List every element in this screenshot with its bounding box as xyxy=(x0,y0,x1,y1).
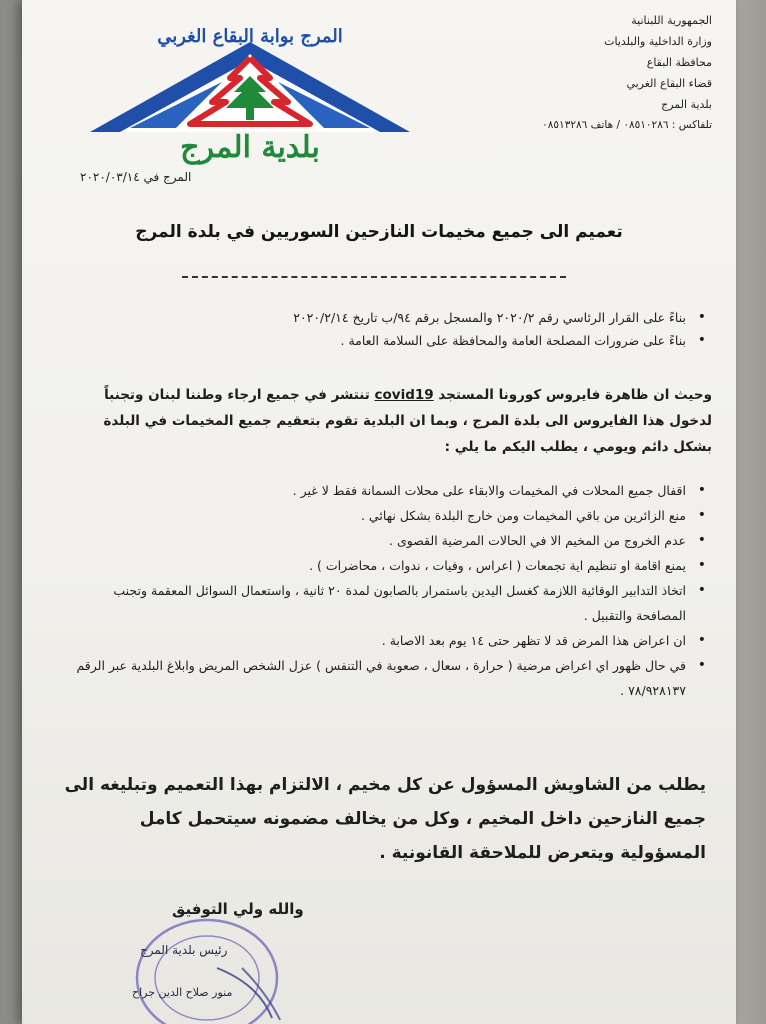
letterhead-line: الجمهورية اللبنانية xyxy=(631,14,712,27)
list-item: • عدم الخروج من المخيم الا في الحالات المرضية القصوى . xyxy=(62,528,712,553)
letterhead-line: بلدية المرج xyxy=(661,98,712,111)
document-title: تعميم الى جميع مخيمات النازحين السوريين في بلدة المرج xyxy=(135,222,623,242)
list-item: • في حال ظهور اي اعراض مرضية ( حرارة ، سعال ، صعوبة في التنفس ) عزل الشخص المريض وابلاغ البلدية عبر الرقم ٧٨/٩٢٨١٣٧ . xyxy=(62,653,712,703)
basis-list xyxy=(62,306,712,352)
virus-name: covid19 xyxy=(374,387,434,403)
logo-municipality-name: بلدية المرج xyxy=(180,130,320,165)
list-item: • يمنع اقامة او تنظيم اية تجمعات ( اعراس ، وفيات ، ندوات ، محاضرات ) . xyxy=(62,553,712,578)
letterhead-line: وزارة الداخلية والبلديات xyxy=(604,35,712,48)
contact-numbers: تلفاكس : ٠٨٥١٠٢٨٦ / هاتف ٠٨٥١٣٢٨٦ xyxy=(542,119,712,131)
signoff: والله ولي التوفيق xyxy=(172,900,304,918)
signatory-name: منور صلاح الدين جراح xyxy=(132,986,233,999)
intro-text: وحيث ان ظاهرة فايروس كورونا المستجد xyxy=(438,387,712,403)
intro-text: تنتشر في جميع ارجاء وطننا لبنان وتجنباً لدخول هذا الفايروس الى بلدة المرج ، وبما ان البلدية تقوم بتعقيم جميع المخيمات في البلدة بشكل دائم ويومي ، يطلب اليكم ما يلي : xyxy=(103,387,712,455)
list-item: • بناءً على ضرورات المصلحة العامة والمحافظة على السلامة العامة . xyxy=(62,329,712,352)
document-date: المرج في ٢٠٢٠/٠٣/١٤ xyxy=(80,170,192,184)
logo-slogan: المرج بوابة البقاع الغربي xyxy=(157,26,343,47)
list-item: • ان اعراض هذا المرض قد لا تظهر حتى ١٤ يوم بعد الاصابة . xyxy=(62,628,712,653)
letterhead-text xyxy=(452,10,712,136)
intro-paragraph xyxy=(62,382,712,460)
list-item: • بناءً على القرار الرئاسي رقم ٢٠٢٠/٢ والمسجل برقم ٩٤/ب تاريخ ٢٠٢٠/٢/١٤ xyxy=(62,306,712,329)
list-item: • اقفال جميع المحلات في المخيمات والابقاء على محلات السمانة فقط لا غير . xyxy=(62,478,712,503)
closing-paragraph: يطلب من الشاويش المسؤول عن كل مخيم ، الالتزام بهذا التعميم وتبليغه الى جميع النازحين داخل المخيم ، وكل من يخالف مضمونه سيتحمل كامل المسؤولية ويتعرض للملاحقة القانونية . xyxy=(64,775,706,863)
letterhead-line: قضاء البقاع الغربي xyxy=(626,77,712,90)
document-page xyxy=(22,0,736,1024)
title-divider xyxy=(182,276,566,278)
list-item: • اتخاذ التدابير الوقائية اللازمة كغسل اليدين باستمرار بالصابون لمدة ٢٠ ثانية ، واستعمال السوائل المعقمة وتجنب المصافحة والتقبيل . xyxy=(62,578,712,628)
official-stamp-icon xyxy=(122,908,292,1024)
measures-list xyxy=(62,478,712,703)
letterhead-line: محافظة البقاع xyxy=(646,56,712,69)
list-item: • منع الزائرين من باقي المخيمات ومن خارج البلدة بشكل نهائي . xyxy=(62,503,712,528)
municipality-logo xyxy=(80,20,420,180)
signatory-title: رئيس بلدية المرج xyxy=(140,943,228,957)
